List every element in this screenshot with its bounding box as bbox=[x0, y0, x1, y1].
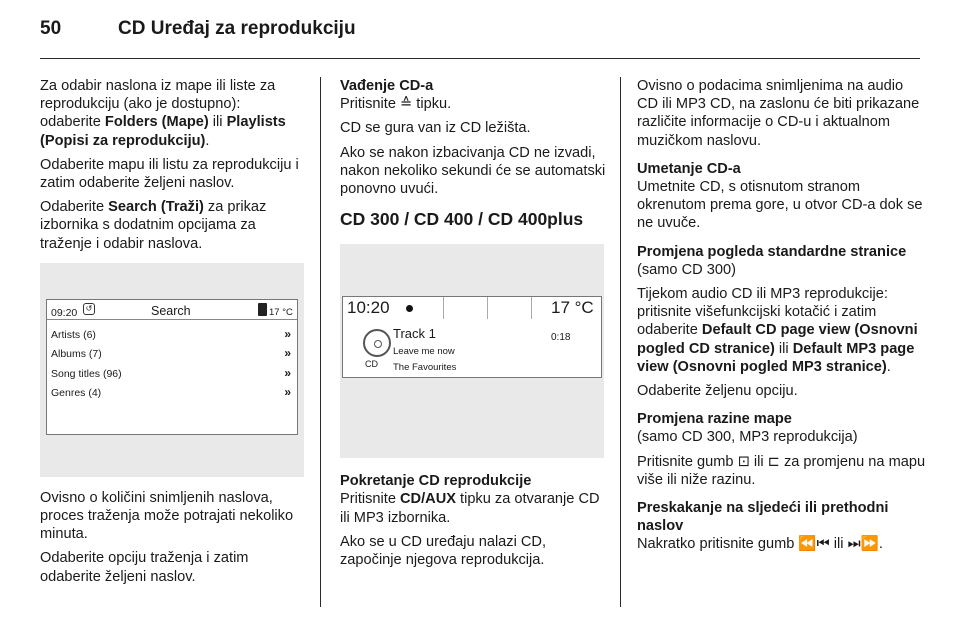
cd-disc-icon bbox=[363, 329, 391, 357]
folder-down-icon: ⊏ bbox=[767, 453, 780, 470]
paragraph: Ako se u CD uređaju nalazi CD, započinje njegova reprodukcija. bbox=[340, 533, 547, 569]
paragraph: Pritisnite CD/AUX tipku za otvaranje CD ili MP3 izbornika. bbox=[340, 491, 600, 526]
paragraph: (samo CD 300, MP3 reprodukcija) bbox=[637, 429, 858, 446]
back-icon: ↺ bbox=[83, 303, 95, 315]
search-screen bbox=[46, 299, 298, 435]
chevron-right-icon: » bbox=[284, 326, 291, 341]
search-screen-figure bbox=[40, 263, 304, 477]
screen-status-bar bbox=[47, 300, 297, 320]
list-item: Artists (6) » bbox=[47, 324, 297, 344]
paragraph: Odaberite opciju traženja i zatim odaberite željeni naslov. bbox=[40, 550, 249, 585]
paragraph: (samo CD 300) bbox=[637, 261, 736, 278]
paragraph: Ovisno o podacima snimljenima na audio CD ili MP3 CD, na zaslonu će biti prikazane različite informacije o CD-u i aktualnom muzičkom naslovu. bbox=[637, 78, 920, 149]
skip-forward-icon: ⏭⏩ bbox=[847, 536, 879, 553]
screen-temperature: 17 °C bbox=[269, 306, 293, 318]
paragraph: Odaberite željenu opciju. bbox=[637, 383, 798, 400]
section-heading: Promjena razine mape bbox=[637, 411, 792, 428]
song-title: Leave me now bbox=[393, 346, 455, 358]
section-heading: Preskakanje na sljedeći ili prethodni naslov bbox=[637, 500, 889, 535]
screen-time: 09:20 bbox=[51, 306, 78, 319]
screen-temperature: 17 °C bbox=[551, 298, 594, 318]
page-header bbox=[40, 18, 920, 52]
section-heading: Pokretanje CD reprodukcije bbox=[340, 473, 532, 490]
screen-title: Search bbox=[151, 303, 191, 318]
paragraph: Odaberite mapu ili listu za reprodukciju i zatim odaberite željeni naslov. bbox=[40, 156, 299, 192]
section-heading: Umetanje CD-a bbox=[637, 160, 741, 177]
skip-back-icon: ⏪⏮ bbox=[798, 536, 830, 553]
paragraph: CD se gura van iz CD ležišta. bbox=[340, 120, 531, 137]
paragraph: Odaberite Search (Traži) za prikaz izbornika s dodatnim opcijama za traženje i odabir naslova. bbox=[40, 199, 267, 252]
paragraph: Ako se nakon izbacivanja CD ne izvadi, nakon nekoliko sekundi će se automatski ponovno uvući. bbox=[340, 144, 606, 198]
track-position: 0:18 bbox=[551, 332, 571, 344]
chevron-right-icon: » bbox=[284, 346, 291, 361]
chevron-right-icon: » bbox=[284, 365, 291, 380]
column-3 bbox=[637, 77, 927, 560]
cd-screen-figure bbox=[340, 244, 604, 458]
paragraph: Ovisno o količini snimljenih naslova, proces traženja može potrajati nekoliko minuta. bbox=[40, 489, 294, 543]
paragraph: Pritisnite ≙ tipku. bbox=[340, 96, 452, 113]
cd-label: CD bbox=[365, 359, 378, 370]
album-title: The Favourites bbox=[393, 362, 457, 374]
eject-icon: ≙ bbox=[400, 96, 413, 113]
list-item: Song titles (96) » bbox=[47, 363, 297, 383]
search-menu-list bbox=[47, 324, 297, 402]
paragraph: Nakratko pritisnite gumb ⏪⏮ ili ⏭⏩. bbox=[637, 536, 883, 553]
column-divider-1 bbox=[320, 77, 321, 607]
section-heading: Promjena pogleda standardne stranice bbox=[637, 243, 907, 260]
section-heading: Vađenje CD-a bbox=[340, 78, 434, 94]
header-divider bbox=[40, 58, 920, 59]
column-2 bbox=[340, 77, 608, 575]
divider bbox=[531, 297, 532, 319]
paragraph: Pritisnite gumb ⊡ ili ⊏ za promjenu na mapu više ili niže razinu. bbox=[637, 453, 926, 488]
paragraph: Umetnite CD, s otisnutom stranom okrenutom prema gore, u otvor CD-a dok se ne uvuče. bbox=[637, 179, 923, 232]
paragraph: Za odabir naslona iz mape ili liste za reprodukciju (ako je dostupno): odaberite Folders (Mape) ili Playlists (Popisi za reprodukciju). bbox=[40, 78, 286, 149]
model-heading: CD 300 / CD 400 / CD 400plus bbox=[340, 209, 584, 230]
folder-up-icon: ⊡ bbox=[737, 453, 750, 470]
page-number: 50 bbox=[40, 18, 62, 39]
page-title: CD Uređaj za reprodukciju bbox=[118, 18, 356, 39]
list-item: Albums (7) » bbox=[47, 343, 297, 363]
column-1 bbox=[40, 77, 304, 592]
list-item: Genres (4) » bbox=[47, 382, 297, 402]
screen-time: 10:20 bbox=[347, 298, 390, 318]
paragraph: Tijekom audio CD ili MP3 reprodukcije: pritisnite višefunkcijski kotačić i zatim odaberite Default CD page view (Osnovni pogled CD stranice) ili Default MP3 page view (Osnovni pogled MP3 stranice). bbox=[637, 286, 918, 375]
chevron-right-icon: » bbox=[284, 385, 291, 400]
status-dot-icon bbox=[406, 305, 413, 312]
divider bbox=[443, 297, 444, 319]
phone-icon bbox=[258, 303, 267, 316]
cd-screen bbox=[342, 296, 602, 378]
column-divider-2 bbox=[620, 77, 621, 607]
divider bbox=[487, 297, 488, 319]
track-title: Track 1 bbox=[393, 326, 436, 342]
